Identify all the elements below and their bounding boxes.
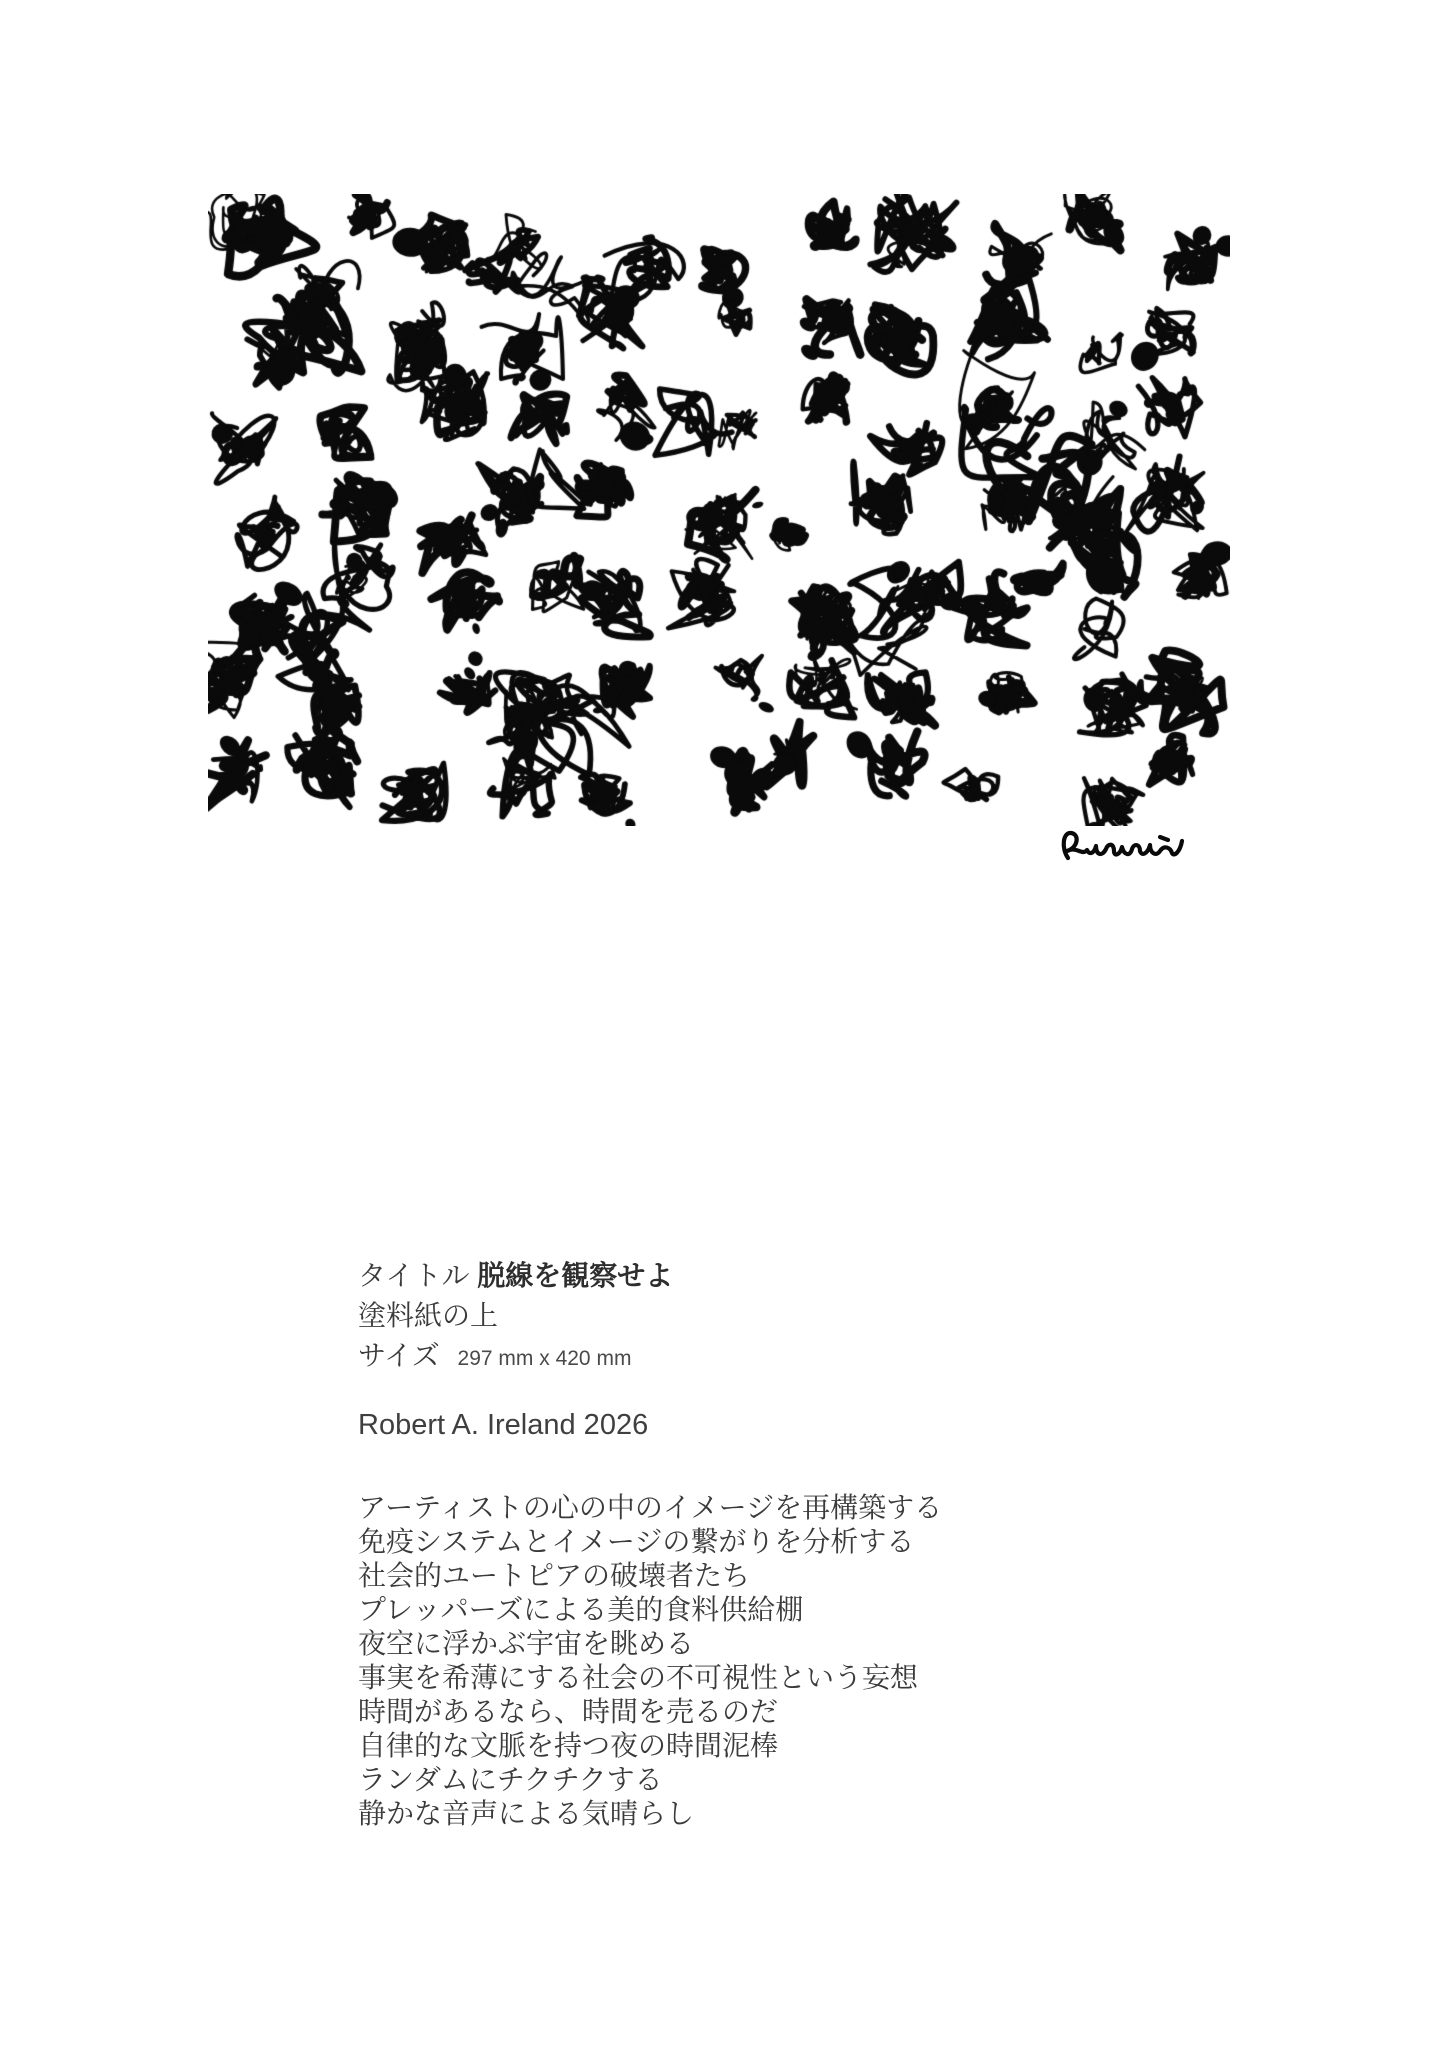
artist-signature-icon — [1056, 824, 1188, 868]
artist-name-year: Robert A. Ireland 2026 — [358, 1409, 649, 1441]
statement-line: 事実を希薄にする社会の不可視性という妄想 — [358, 1662, 919, 1693]
artwork-title-line — [358, 1256, 1118, 1296]
title-label: タイトル — [358, 1260, 470, 1291]
caption-block — [358, 1256, 1118, 1831]
artwork-drawing — [208, 194, 1230, 826]
artwork-size-line — [358, 1336, 1118, 1379]
statement-line: 自律的な文脈を持つ夜の時間泥棒 — [358, 1730, 779, 1761]
artwork-title: 脱線を観察せよ — [477, 1260, 674, 1291]
statement-line: アーティストの心の中のイメージを再構築する — [358, 1492, 943, 1523]
statement-line: 社会的ユートピアの破壊者たち — [358, 1560, 751, 1591]
statement-line: 静かな音声による気晴らし — [358, 1798, 695, 1829]
statement-line: 夜空に浮かぶ宇宙を眺める — [358, 1628, 695, 1659]
size-label: サイズ — [358, 1340, 440, 1371]
statement-line: ランダムにチクチクする — [358, 1764, 663, 1795]
artist-statement — [358, 1491, 1118, 1831]
statement-line: プレッパーズによる美的食料供給棚 — [358, 1594, 804, 1625]
artwork-medium: 塗料紙の上 — [358, 1300, 499, 1331]
size-value: 297 mm x 420 mm — [457, 1347, 632, 1370]
statement-line: 免疫システムとイメージの繋がりを分析する — [358, 1526, 915, 1557]
scribble-drawing-canvas — [208, 194, 1230, 826]
statement-line: 時間があるなら、時間を売るのだ — [358, 1696, 779, 1727]
